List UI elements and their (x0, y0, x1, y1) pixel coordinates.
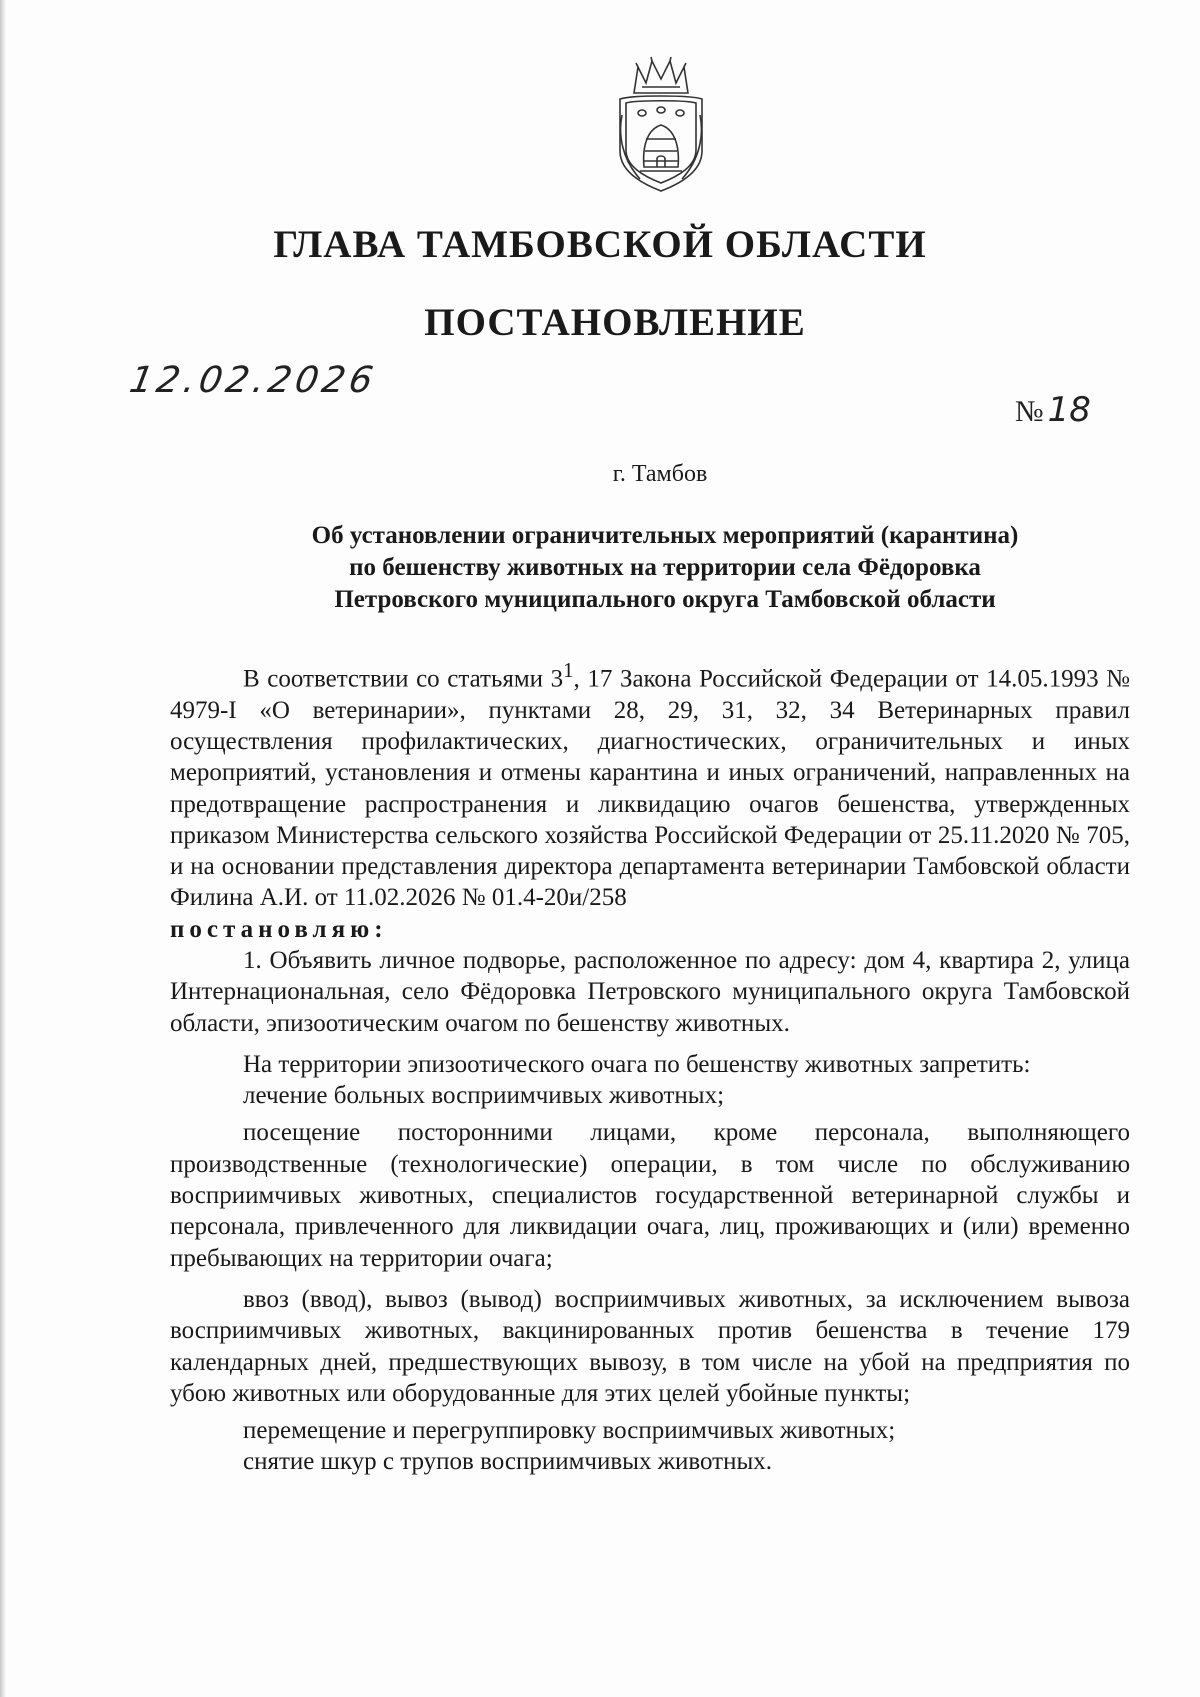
preamble-superscript: 1 (563, 658, 574, 682)
issuer-title: ГЛАВА ТАМБОВСКОЙ ОБЛАСТИ (273, 223, 927, 266)
handwritten-number: 18 (1047, 390, 1091, 430)
preamble-paragraph (170, 655, 1130, 914)
document-type-title: ПОСТАНОВЛЕНИЕ (424, 301, 806, 344)
decree-line (170, 914, 1130, 945)
coat-of-arms-icon (612, 55, 710, 195)
subject-line-1: Об установлении ограничительных мероприятий (карантина) (311, 522, 1019, 549)
preamble-text-a: В соответствии со статьями 3 (243, 665, 564, 693)
ban-2-paragraph: посещение посторонними лицами, кроме персонала, выполняющего производственные (технологические) операции, в том числе по обслуживанию восприимчивых животных, специалистов государственной ветеринарной службы и персонала, привлеченного для ликвидации очага, лиц, проживающих и (или) временно пребывающих на территории очага; (170, 1119, 1130, 1272)
prohibit-intro-paragraph: На территории эпизоотического очага по бешенству животных запретить: (243, 1050, 1031, 1078)
document-subject (150, 520, 1180, 616)
preamble-text-b: , 17 Закона Российской Федерации от 14.05.1993 № 4979-I «О ветеринарии», пунктами 28, 29, 31, 32, 34 Ветеринарных правил осуществления профилактических, диагностических, ограничительных и иных мероприятий, установления и отмены карантина и иных ограничений, направленных на предотвращение распространения и ликвидацию очагов бешенства, утвержденных приказом Министерства сельского хозяйства Российской Федерации от 25.11.2020 № 705, и на основании представления директора департамента ветеринарии Тамбовской области Филина А.И. от 11.02.2026 № 01.4-20и/258 (170, 665, 1130, 912)
handwritten-date: 12.02.2026 (126, 360, 380, 401)
decree-word: постановляю: (170, 915, 388, 943)
ban-5-paragraph: снятие шкур с трупов восприимчивых животных. (243, 1448, 773, 1476)
document-number (1015, 390, 1091, 430)
subject-line-2: по бешенству животных на территории села Фёдоровка (349, 554, 981, 581)
ban-3-paragraph: ввоз (ввод), вывоз (вывод) восприимчивых животных, за исключением вывоза восприимчивых животных, вакцинированных против бешенства в течение 179 календарных дней, предшествующих вывозу, в том числе на убой на предприятия по убою животных или оборудованные для этих целей убойные пункты; (170, 1285, 1130, 1407)
number-sign: № (1015, 395, 1044, 428)
subject-line-3: Петровского муниципального округа Тамбовской области (334, 586, 996, 613)
city-line: г. Тамбов (612, 461, 708, 487)
ban-4-paragraph: перемещение и перегруппировку восприимчивых животных; (243, 1417, 896, 1445)
document-body (170, 655, 1130, 1478)
ban-1-paragraph: лечение больных восприимчивых животных; (243, 1082, 725, 1110)
item-1-paragraph: 1. Объявить личное подворье, расположенное по адресу: дом 4, квартира 2, улица Интернациональная, село Фёдоровка Петровского муниципального округа Тамбовской области, эпизоотическим очагом по бешенству животных. (170, 947, 1130, 1037)
